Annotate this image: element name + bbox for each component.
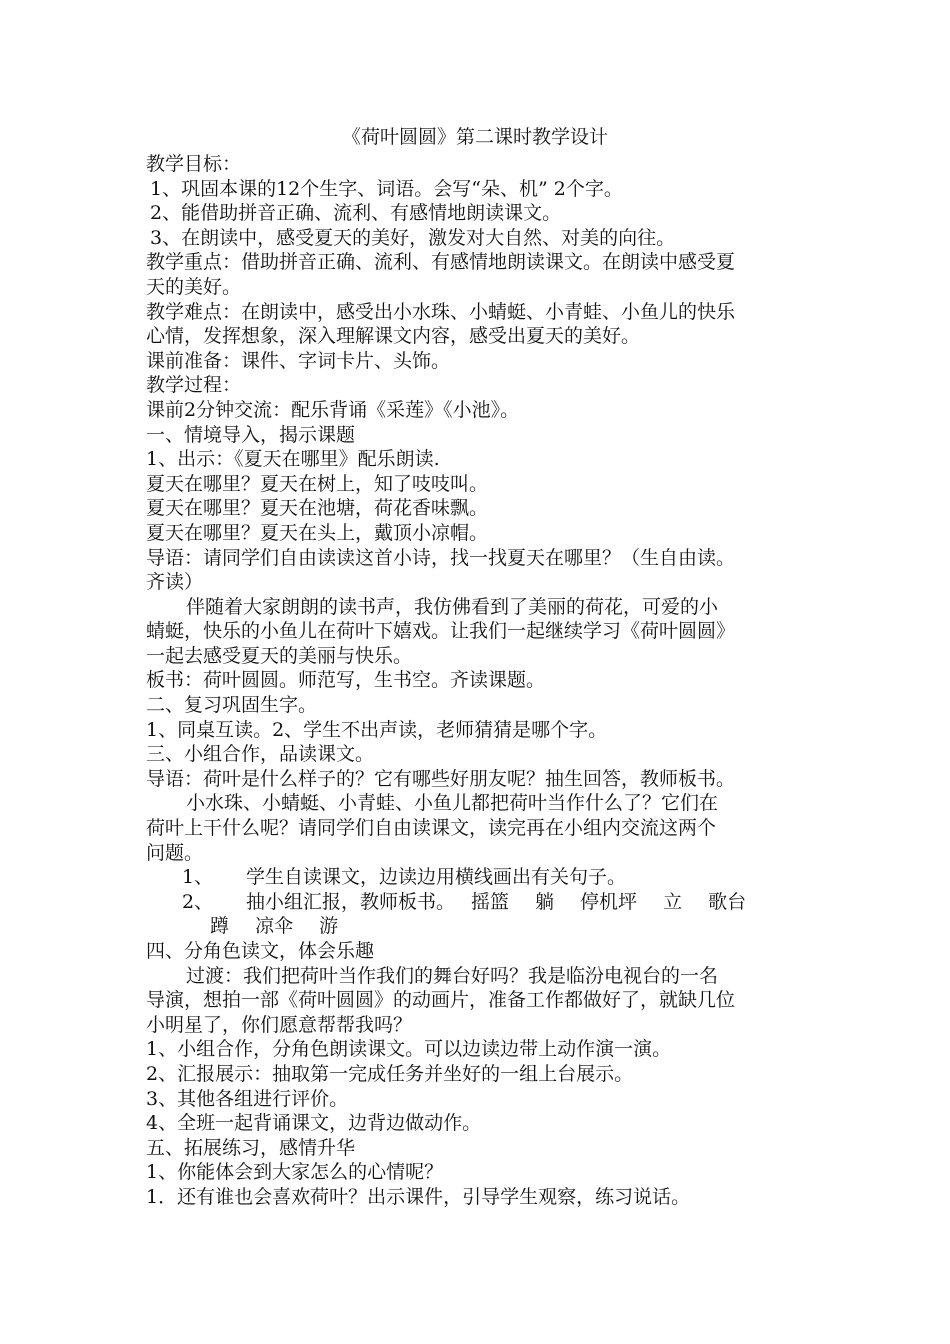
- paragraph-line: 导演，想拍一部《荷叶圆圆》的动画片，准备工作都做好了，就缺几位: [146, 989, 736, 1012]
- board-word: 歌台: [708, 890, 747, 913]
- item-number: 2、: [182, 890, 214, 913]
- paragraph-line: 蜻蜓，快乐的小鱼儿在荷叶下嬉戏。让我们一起继续学习《荷叶圆圆》: [146, 620, 736, 643]
- text-line: 课前准备：课件、字词卡片、头饰。: [146, 349, 451, 372]
- poem-line: 夏天在哪里？夏天在池塘，荷花香味飘。: [146, 497, 489, 520]
- paragraph-line: 小明星了，你们愿意帮帮我吗？: [146, 1013, 413, 1036]
- text-line: 课前2分钟交流：配乐背诵《采莲》《小池》。: [146, 398, 520, 421]
- objective-2: 2、能借助拼音正确、流利、有感情地朗读课文。: [150, 202, 562, 225]
- text-line: 1．还有谁也会喜欢荷叶？出示课件，引导学生观察，练习说话。: [146, 1185, 691, 1208]
- text-line: 导语：请同学们自由读读这首小诗，找一找夏天在哪里？（生自由读。: [146, 546, 736, 569]
- text-line: 心情，发挥想象，深入理解课文内容，感受出夏天的美好。: [146, 325, 641, 348]
- text-line: 教学难点：在朗读中，感受出小水珠、小蜻蜓、小青蛙、小鱼儿的快乐: [146, 300, 736, 323]
- section-heading: 二、复习巩固生字。: [146, 694, 318, 717]
- section-heading: 五、拓展练习，感情升华: [146, 1136, 356, 1159]
- numbered-item-2: [146, 890, 826, 915]
- text-line: 教学重点：借助拼音正确、流利、有感情地朗读课文。在朗读中感受夏: [146, 251, 736, 274]
- board-word: 蹲: [210, 915, 230, 938]
- board-word: 摇篮: [471, 890, 510, 913]
- board-word: 立: [663, 890, 683, 913]
- document-title: 《荷叶圆圆》第二课时教学设计: [341, 126, 608, 148]
- paragraph-line: 问题。: [146, 841, 204, 864]
- text-line: 1、小组合作，分角色朗读课文。可以边读边带上动作演一演。: [146, 1038, 672, 1061]
- paragraph-line: 荷叶上干什么呢？请同学们自由读课文，读完再在小组内交流这两个: [146, 817, 717, 840]
- item-text: 学生自读课文，边读边用横线画出有关句子。: [246, 866, 627, 889]
- section-heading: 三、小组合作，品读课文。: [146, 743, 375, 766]
- section-heading: 四、分角色读文，体会乐趣: [146, 940, 375, 962]
- text-line: 板书：荷叶圆圆。师范写，生书空。齐读课题。: [146, 669, 546, 692]
- text-line: 3、其他各组进行评价。: [146, 1087, 349, 1110]
- text-line: 4、全班一起背诵课文，边背边做动作。: [146, 1112, 482, 1135]
- board-word: 游: [319, 915, 339, 938]
- board-word: 停机坪: [580, 890, 638, 913]
- paragraph-line: 一起去感受夏天的美丽与快乐。: [146, 644, 413, 667]
- document-body: [146, 152, 826, 1210]
- paragraph-line: 过渡：我们把荷叶当作我们的舞台好吗？我是临汾电视台的一名: [186, 964, 719, 987]
- board-word: 凉伞: [255, 915, 294, 938]
- poem-line: 夏天在哪里？夏天在树上，知了吱吱叫。: [146, 472, 489, 495]
- text-line: 1、出示：《夏天在哪里》配乐朗读.: [146, 448, 440, 471]
- text-line: 2、汇报展示：抽取第一完成任务并坐好的一组上台展示。: [146, 1062, 634, 1085]
- numbered-item-1: [146, 865, 826, 890]
- text-line: 1、同桌互读。2、学生不出声读，老师猜猜是哪个字。: [146, 718, 608, 741]
- section-heading: 一、情境导入，揭示课题: [146, 423, 356, 446]
- text-line: 导语：荷叶是什么样子的？它有哪些好朋友呢？抽生回答，教师板书。: [146, 767, 736, 790]
- text-line: 教学目标：: [146, 153, 242, 175]
- objective-3: 3、在朗读中，感受夏天的美好，激发对大自然、对美的向往。: [150, 226, 676, 249]
- paragraph-line: 伴随着大家朗朗的读书声，我仿佛看到了美丽的荷花，可爱的小: [186, 595, 719, 618]
- text-line: 天的美好。: [146, 275, 242, 298]
- poem-line: 夏天在哪里？夏天在头上，戴顶小凉帽。: [146, 521, 489, 544]
- paragraph-line: 小水珠、小蜻蜓、小青蛙、小鱼儿都把荷叶当作什么了？它们在: [186, 792, 719, 815]
- text-line: 1、你能体会到大家怎么的心情呢？: [146, 1161, 444, 1184]
- text-line: 教学过程：: [146, 374, 242, 397]
- item-text: 抽小组汇报，教师板书。: [246, 890, 456, 913]
- objective-1: 1、巩固本课的12个生字、词语。会写“朵、机” 2个字。: [150, 177, 623, 200]
- item-number: 1、: [182, 866, 214, 889]
- board-word: 躺: [535, 890, 555, 913]
- text-line: 齐读）: [146, 571, 204, 594]
- board-words-continued: [146, 914, 826, 939]
